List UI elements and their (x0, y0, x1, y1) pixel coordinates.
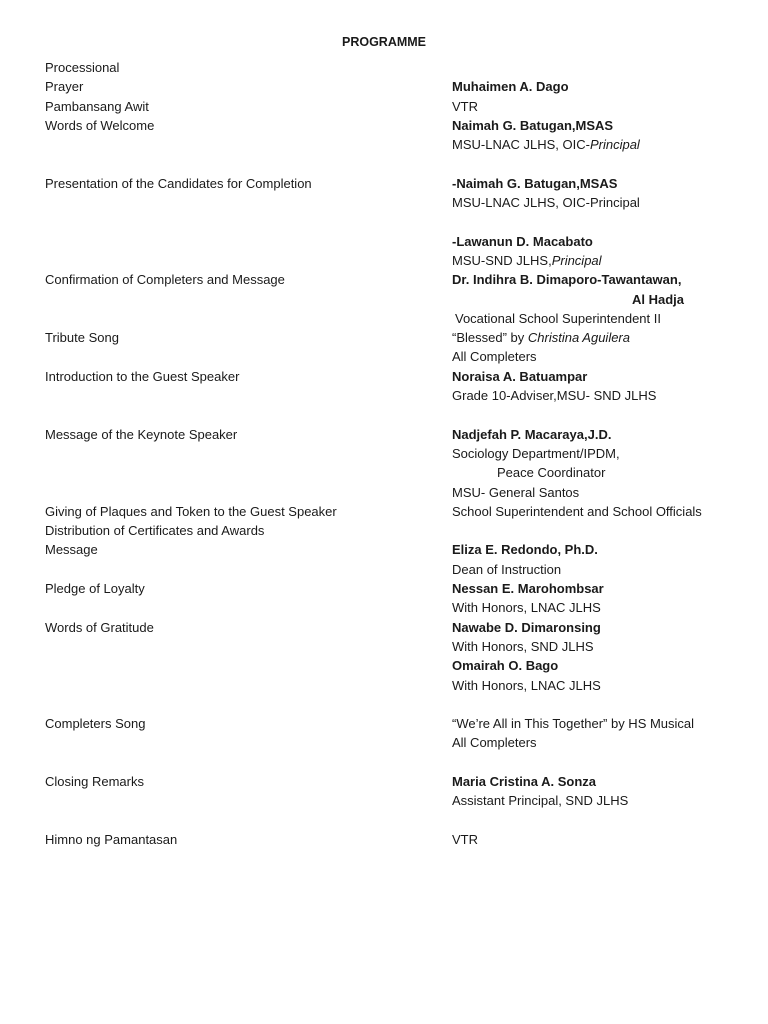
participant-role (452, 251, 745, 270)
role-text-italic: Principal (551, 252, 602, 268)
role-text-italic: Principal (589, 137, 640, 153)
part-label: Giving of Plaques and Token to the Guest Speaker (45, 503, 337, 519)
list-item (45, 676, 745, 695)
participant-suffix: Al Hadja (632, 291, 685, 307)
part-label: Message of the Keynote Speaker (45, 426, 238, 442)
song-text: “Blessed” by (452, 330, 528, 346)
song-title: “We’re All in This Together” by HS Musical (452, 716, 695, 732)
list-item (45, 540, 745, 559)
participant-role: Vocational School Superintendent II (455, 310, 661, 326)
participant-role: Grade 10-Adviser,MSU- SND JLHS (452, 388, 657, 404)
list-item (45, 656, 745, 675)
role-text: MSU-LNAC JLHS, OIC- (452, 137, 590, 153)
participant-role: With Honors, SND JLHS (452, 638, 594, 654)
participant-role: With Honors, LNAC JLHS (452, 600, 601, 616)
participant-role: Dean of Instruction (452, 561, 562, 577)
page-title: PROGRAMME (341, 35, 427, 49)
part-label: Tribute Song (45, 330, 119, 346)
list-item (45, 560, 745, 579)
list-item (45, 444, 745, 463)
list-item (45, 598, 745, 617)
participant: Nawabe D. Dimaronsing (452, 619, 601, 635)
list-item (45, 116, 745, 135)
list-item (45, 579, 745, 598)
part-label: Pledge of Loyalty (45, 581, 145, 597)
list-item (45, 77, 745, 96)
part-label: Introduction to the Guest Speaker (45, 368, 240, 384)
participant: Eliza E. Redondo, Ph.D. (452, 542, 598, 558)
list-item (45, 425, 745, 444)
participant-role: With Honors, LNAC JLHS (452, 677, 601, 693)
list-item (45, 97, 745, 116)
part-label: Words of Gratitude (45, 619, 154, 635)
list-item (45, 714, 745, 733)
participant: -Naimah G. Batugan,MSAS (452, 175, 618, 191)
participant-role: Sociology Department/IPDM, (452, 445, 620, 461)
list-item (45, 58, 745, 77)
participant: All Completers (452, 349, 537, 365)
participant: Naimah G. Batugan,MSAS (452, 117, 614, 133)
list-item (45, 791, 745, 810)
part-label: Prayer (45, 79, 84, 95)
participant-role: Peace Coordinator (497, 465, 606, 481)
song-title (452, 328, 745, 347)
part-label: Confirmation of Completers and Message (45, 272, 285, 288)
part-label: Presentation of the Candidates for Completion (45, 175, 312, 191)
participant: -Lawanun D. Macabato (452, 233, 593, 249)
participant: Nadjefah P. Macaraya,J.D. (452, 426, 612, 442)
list-item (45, 830, 745, 849)
list-item (45, 232, 745, 251)
list-item (45, 483, 745, 502)
participant: School Superintendent and School Officials (452, 503, 702, 519)
list-item (45, 174, 745, 193)
part-label: Words of Welcome (45, 117, 155, 133)
list-item (45, 386, 745, 405)
participant-role: MSU- General Santos (452, 484, 580, 500)
part-label: Completers Song (45, 716, 146, 732)
list-item (45, 502, 745, 521)
list-item (45, 347, 745, 366)
programme-list (45, 58, 745, 849)
list-item (45, 328, 745, 347)
list-item (45, 637, 745, 656)
list-item (45, 618, 745, 637)
list-item (45, 135, 745, 154)
list-item (45, 463, 745, 482)
participant: Muhaimen A. Dago (452, 79, 569, 95)
list-item (45, 251, 745, 270)
part-label: Processional (45, 60, 120, 75)
list-item (45, 772, 745, 791)
participant-role: MSU-LNAC JLHS, OIC-Principal (452, 195, 640, 211)
list-item (45, 521, 745, 540)
part-label: Message (45, 542, 98, 558)
list-item (45, 367, 745, 386)
participant: All Completers (452, 735, 537, 751)
participant: Dr. Indihra B. Dimaporo-Tawantawan, (452, 272, 682, 288)
part-label: Himno ng Pamantasan (45, 831, 178, 847)
part-label: Closing Remarks (45, 773, 144, 789)
list-item (45, 309, 745, 328)
participant: VTR (452, 98, 478, 114)
list-item (45, 193, 745, 212)
participant: Nessan E. Marohombsar (452, 581, 604, 597)
list-item (45, 733, 745, 752)
participant: Omairah O. Bago (452, 658, 559, 674)
list-item (45, 290, 745, 309)
participant: Noraisa A. Batuampar (452, 368, 588, 384)
song-artist: Christina Aguilera (527, 330, 630, 346)
role-text: MSU-SND JLHS, (452, 252, 552, 268)
list-item (45, 270, 745, 289)
participant-role: Assistant Principal, SND JLHS (452, 793, 629, 809)
part-label: Distribution of Certificates and Awards (45, 523, 265, 539)
participant-role (452, 135, 745, 154)
participant: VTR (452, 831, 478, 847)
participant: Maria Cristina A. Sonza (452, 773, 596, 789)
part-label: Pambansang Awit (45, 98, 149, 114)
